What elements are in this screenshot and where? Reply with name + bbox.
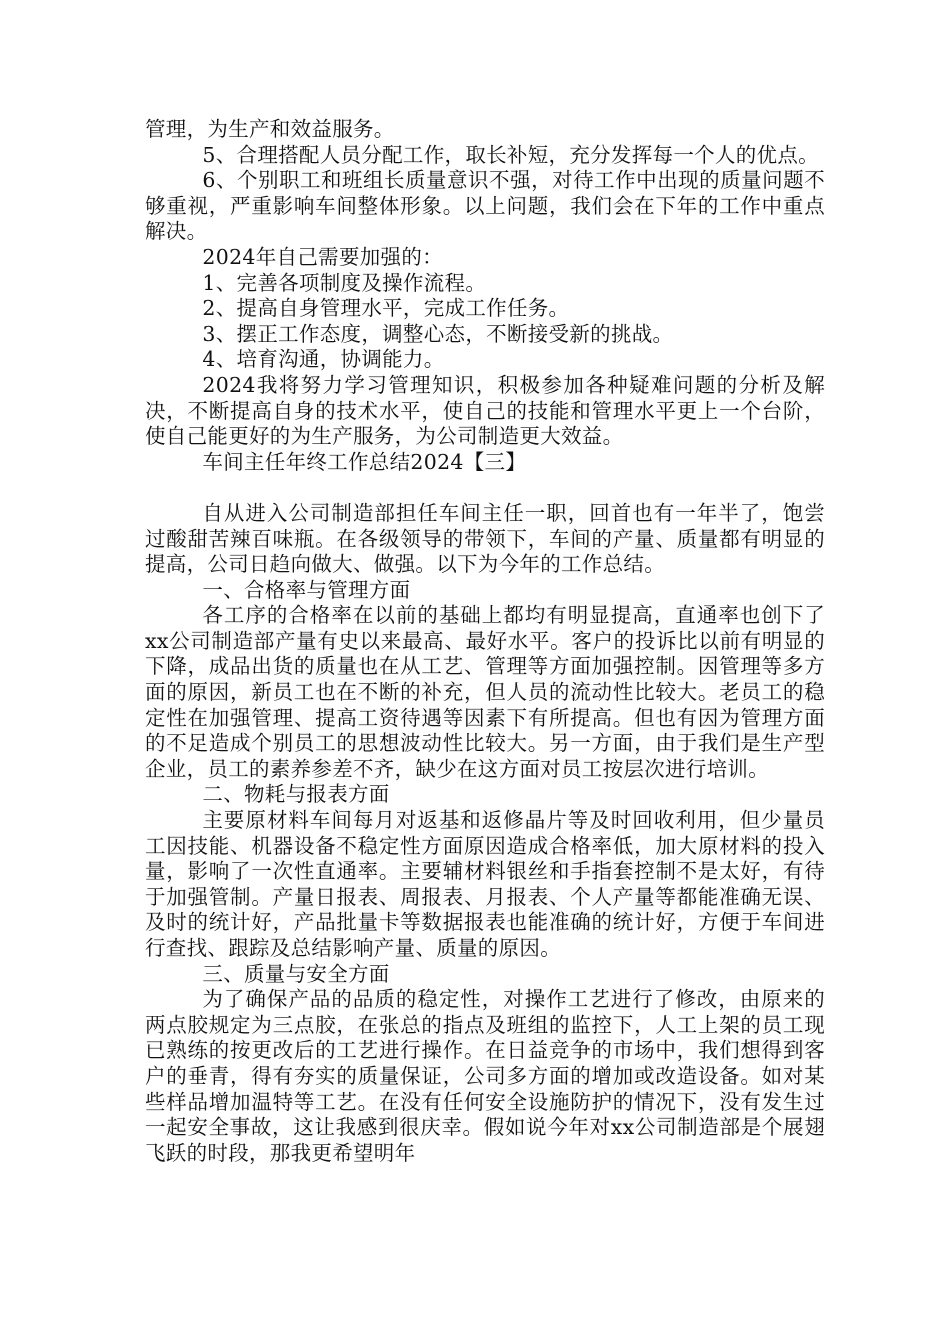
document-page	[145, 117, 825, 1166]
paragraph: 管理，为生产和效益服务。	[145, 117, 395, 141]
list-item: 2、提高自身管理水平，完成工作任务。	[202, 296, 570, 321]
section-heading: 二、物耗与报表方面	[202, 782, 390, 807]
paragraph: 为了确保产品的品质的稳定性，对操作工艺进行了修改，由原来的两点胶规定为三点胶，在张总的指点及班组的监控下，人工上架的员工现已熟练的按更改后的工艺进行操作。在日益竞争的市场中，我们想得到客户的垂青，得有夯实的质量保证，公司多方面的增加或改造设备。如对某些样品增加温特等工艺。在没有任何安全设施防护的情况下，没有发生过一起安全事故，这让我感到很庆幸。假如说今年对xx公司制造部是个展翅飞跃的时段，那我更希望明年	[145, 987, 825, 1165]
paragraph: 2024我将努力学习管理知识，积极参加各种疑难问题的分析及解决，不断提高自身的技术水平，使自己的技能和管理水平更上一个台阶，使自己能更好的为生产服务，为公司制造更大效益。	[145, 372, 825, 449]
list-item: 3、摆正工作态度，调整心态，不断接受新的挑战。	[202, 321, 674, 346]
list-item: 4、培育沟通，协调能力。	[202, 347, 445, 372]
blank-line	[145, 475, 825, 501]
section-heading: 一、合格率与管理方面	[202, 577, 411, 602]
paragraph: 6、个别职工和班组长质量意识不强，对待工作中出现的质量问题不够重视，严重影响车间整体形象。以上问题，我们会在下年的工作中重点解决。	[145, 168, 825, 244]
section-heading: 三、质量与安全方面	[202, 961, 390, 986]
paragraph: 各工序的合格率在以前的基础上都均有明显提高，直通率也创下了xx公司制造部产量有史以来最高、最好水平。客户的投诉比以前有明显的下降，成品出货的质量也在从工艺、管理等方面加强控制。因管理等多方面的原因，新员工也在不断的补充，但人员的流动性比较大。老员工的稳定性在加强管理、提高工资待遇等因素下有所提高。但也有因为管理方面的不足造成个别员工的思想波动性比较大。另一方面，由于我们是生产型企业，员工的素养参差不齐，缺少在这方面对员工按层次进行培训。	[145, 603, 825, 781]
paragraph: 主要原材料车间每月对返基和返修晶片等及时回收利用，但少量员工因技能、机器设备不稳定性方面原因造成合格率低，加大原材料的投入量，影响了一次性直通率。主要辅材料银丝和手指套控制不是太好，有待于加强管制。产量日报表、周报表、月报表、个人产量等都能准确无误、及时的统计好，产品批量卡等数据报表也能准确的统计好，方便于车间进行查找、跟踪及总结影响产量、质量的原因。	[145, 808, 825, 960]
list-item: 1、完善各项制度及操作流程。	[202, 270, 487, 295]
section-title: 车间主任年终工作总结2024【三】	[202, 449, 527, 474]
paragraph: 5、合理搭配人员分配工作，取长补短，充分发挥每一个人的优点。	[202, 142, 819, 167]
paragraph: 自从进入公司制造部担任车间主任一职，回首也有一年半了，饱尝过酸甜苦辣百味瓶。在各级领导的带领下，车间的产量、质量都有明显的提高，公司日趋向做大、做强。以下为今年的工作总结。	[145, 500, 825, 577]
paragraph: 2024年自己需要加强的：	[202, 244, 443, 269]
